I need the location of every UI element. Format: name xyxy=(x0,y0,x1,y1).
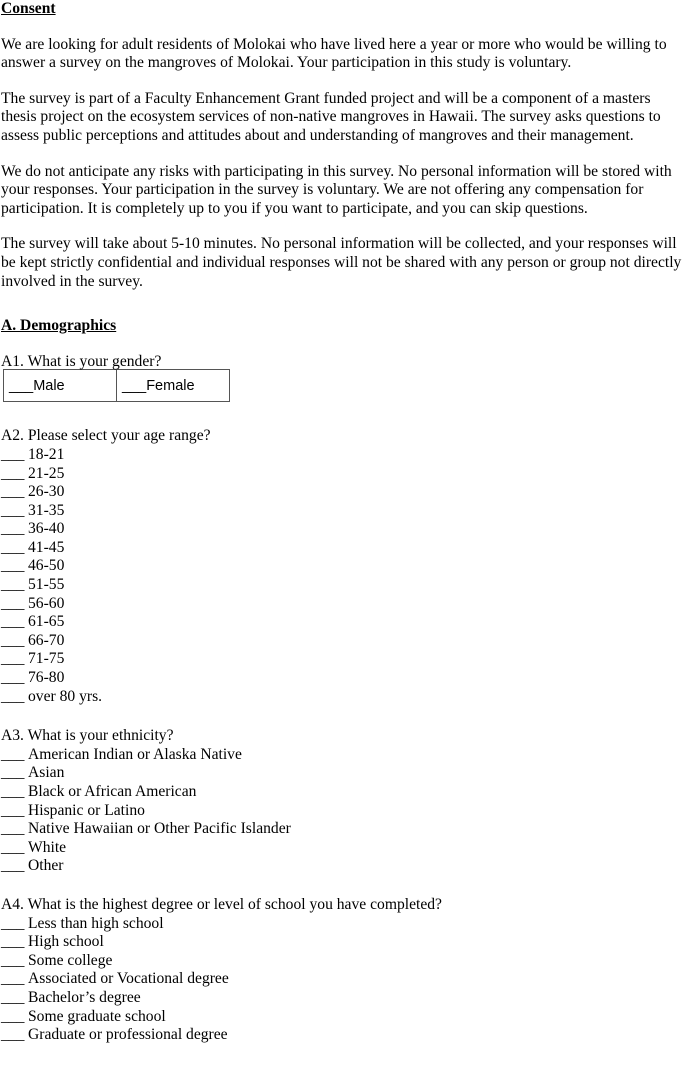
answer-blank[interactable]: ___ xyxy=(1,1007,25,1025)
option-label: Asian xyxy=(28,764,65,782)
answer-blank[interactable]: ___ xyxy=(1,914,25,932)
option-label: Bachelor’s degree xyxy=(28,988,141,1006)
consent-paragraph-3: We do not anticipate any risks with participating in this survey. No personal information will be stored with your responses. Your participation in the survey is voluntary. We are not offering any compensation for participation. It is completely up to you if you want to participate, and you can skip questions. xyxy=(1,162,672,217)
option-label: Native Hawaiian or Other Pacific Islander xyxy=(28,820,291,838)
age-range-options xyxy=(1,446,685,706)
option-label: Some college xyxy=(28,951,113,969)
answer-blank[interactable]: ___ xyxy=(1,687,25,705)
option-label: 71-75 xyxy=(28,650,65,668)
education-options xyxy=(1,915,685,1045)
ethnicity-options xyxy=(1,746,685,876)
answer-blank[interactable]: ___ xyxy=(1,745,25,763)
gender-options-table xyxy=(3,369,230,402)
answer-blank[interactable]: ___ xyxy=(1,576,25,594)
ethnicity-option[interactable] xyxy=(1,764,685,783)
ethnicity-option[interactable] xyxy=(1,783,685,802)
education-option[interactable] xyxy=(1,933,685,952)
education-option[interactable] xyxy=(1,952,685,971)
answer-blank[interactable]: ___ xyxy=(1,631,25,649)
age-range-option[interactable] xyxy=(1,502,685,521)
answer-blank[interactable]: ___ xyxy=(1,783,25,800)
option-label: 51-55 xyxy=(28,576,65,594)
option-label: 41-45 xyxy=(28,538,65,556)
question-a3: A3. What is your ethnicity? xyxy=(1,727,174,745)
option-label: High school xyxy=(28,933,104,951)
education-option[interactable] xyxy=(1,1026,685,1045)
answer-blank[interactable]: ___ xyxy=(1,520,25,538)
option-label: Some graduate school xyxy=(28,1007,166,1025)
answer-blank[interactable]: ___ xyxy=(1,483,25,501)
consent-paragraph-1: We are looking for adult residents of Molokai who have lived here a year or more who would be willing to answer a survey on the mangroves of Molokai. Your participation in this study is voluntary. xyxy=(1,35,667,72)
answer-blank[interactable]: ___ xyxy=(1,501,25,519)
consent-heading: Consent xyxy=(1,0,56,17)
survey-page xyxy=(1,0,685,1045)
ethnicity-option[interactable] xyxy=(1,839,685,858)
ethnicity-option[interactable] xyxy=(1,802,685,821)
option-label: 56-60 xyxy=(28,594,65,612)
option-label: 31-35 xyxy=(28,501,65,519)
age-range-option[interactable] xyxy=(1,483,685,502)
answer-blank[interactable]: ___ xyxy=(1,538,25,556)
option-label: Associated or Vocational degree xyxy=(28,970,229,988)
option-label: 26-30 xyxy=(28,483,65,501)
option-label: over 80 yrs. xyxy=(28,687,103,705)
option-label: Other xyxy=(28,857,64,875)
age-range-option[interactable] xyxy=(1,650,685,669)
demographics-heading: A. Demographics xyxy=(1,317,117,335)
answer-blank[interactable]: ___ xyxy=(1,669,25,687)
age-range-option[interactable] xyxy=(1,465,685,484)
option-label: 61-65 xyxy=(28,613,65,631)
ethnicity-option[interactable] xyxy=(1,857,685,876)
gender-option-male[interactable]: ___Male xyxy=(4,370,117,402)
gender-option-female[interactable]: ___Female xyxy=(117,370,230,402)
education-option[interactable] xyxy=(1,915,685,934)
education-option[interactable] xyxy=(1,970,685,989)
consent-paragraph-2: The survey is part of a Faculty Enhancement Grant funded project and will be a component of a masters thesis project on the ecosystem services of non-native mangroves in Hawaii. The survey asks questions to assess public perceptions and attitudes about and understanding of mangroves and their management. xyxy=(1,89,661,144)
question-a1: A1. What is your gender? xyxy=(1,352,162,370)
answer-blank[interactable]: ___ xyxy=(1,594,25,612)
answer-blank[interactable]: ___ xyxy=(1,951,25,969)
answer-blank[interactable]: ___ xyxy=(1,613,25,631)
option-label: 18-21 xyxy=(28,445,65,463)
ethnicity-option[interactable] xyxy=(1,746,685,765)
age-range-option[interactable] xyxy=(1,613,685,632)
option-label: Black or African American xyxy=(28,783,197,800)
option-label: White xyxy=(28,838,67,856)
answer-blank[interactable]: ___ xyxy=(1,557,25,575)
age-range-option[interactable] xyxy=(1,520,685,539)
answer-blank[interactable]: ___ xyxy=(1,857,25,875)
age-range-option[interactable] xyxy=(1,669,685,688)
answer-blank[interactable]: ___ xyxy=(1,445,25,463)
option-label: Hispanic or Latino xyxy=(28,801,145,819)
option-label: 36-40 xyxy=(28,520,65,538)
age-range-option[interactable] xyxy=(1,446,685,465)
option-label: 66-70 xyxy=(28,631,65,649)
answer-blank[interactable]: ___ xyxy=(1,764,25,782)
answer-blank[interactable]: ___ xyxy=(1,838,25,856)
answer-blank[interactable]: ___ xyxy=(1,970,25,988)
answer-blank[interactable]: ___ xyxy=(1,650,25,668)
option-label: 21-25 xyxy=(28,464,65,482)
answer-blank[interactable]: ___ xyxy=(1,1026,25,1044)
answer-blank[interactable]: ___ xyxy=(1,820,25,838)
age-range-option[interactable] xyxy=(1,576,685,595)
answer-blank[interactable]: ___ xyxy=(1,933,25,951)
education-option[interactable] xyxy=(1,1008,685,1027)
question-a2: A2. Please select your age range? xyxy=(1,427,211,445)
age-range-option[interactable] xyxy=(1,595,685,614)
option-label: Less than high school xyxy=(28,914,164,932)
option-label: American Indian or Alaska Native xyxy=(28,745,242,763)
answer-blank[interactable]: ___ xyxy=(1,801,25,819)
answer-blank[interactable]: ___ xyxy=(1,464,25,482)
option-label: Graduate or professional degree xyxy=(28,1026,228,1044)
consent-paragraph-4: The survey will take about 5-10 minutes. No personal information will be collected, and your responses will be kept strictly confidential and individual responses will not be shared with any person or group not directly involved in the survey. xyxy=(1,235,682,290)
age-range-option[interactable] xyxy=(1,557,685,576)
option-label: 76-80 xyxy=(28,669,65,687)
education-option[interactable] xyxy=(1,989,685,1008)
question-a4: A4. What is the highest degree or level of school you have completed? xyxy=(1,895,442,913)
age-range-option[interactable] xyxy=(1,632,685,651)
ethnicity-option[interactable] xyxy=(1,820,685,839)
answer-blank[interactable]: ___ xyxy=(1,988,25,1006)
age-range-option[interactable] xyxy=(1,539,685,558)
age-range-option[interactable] xyxy=(1,688,685,707)
option-label: 46-50 xyxy=(28,557,65,575)
